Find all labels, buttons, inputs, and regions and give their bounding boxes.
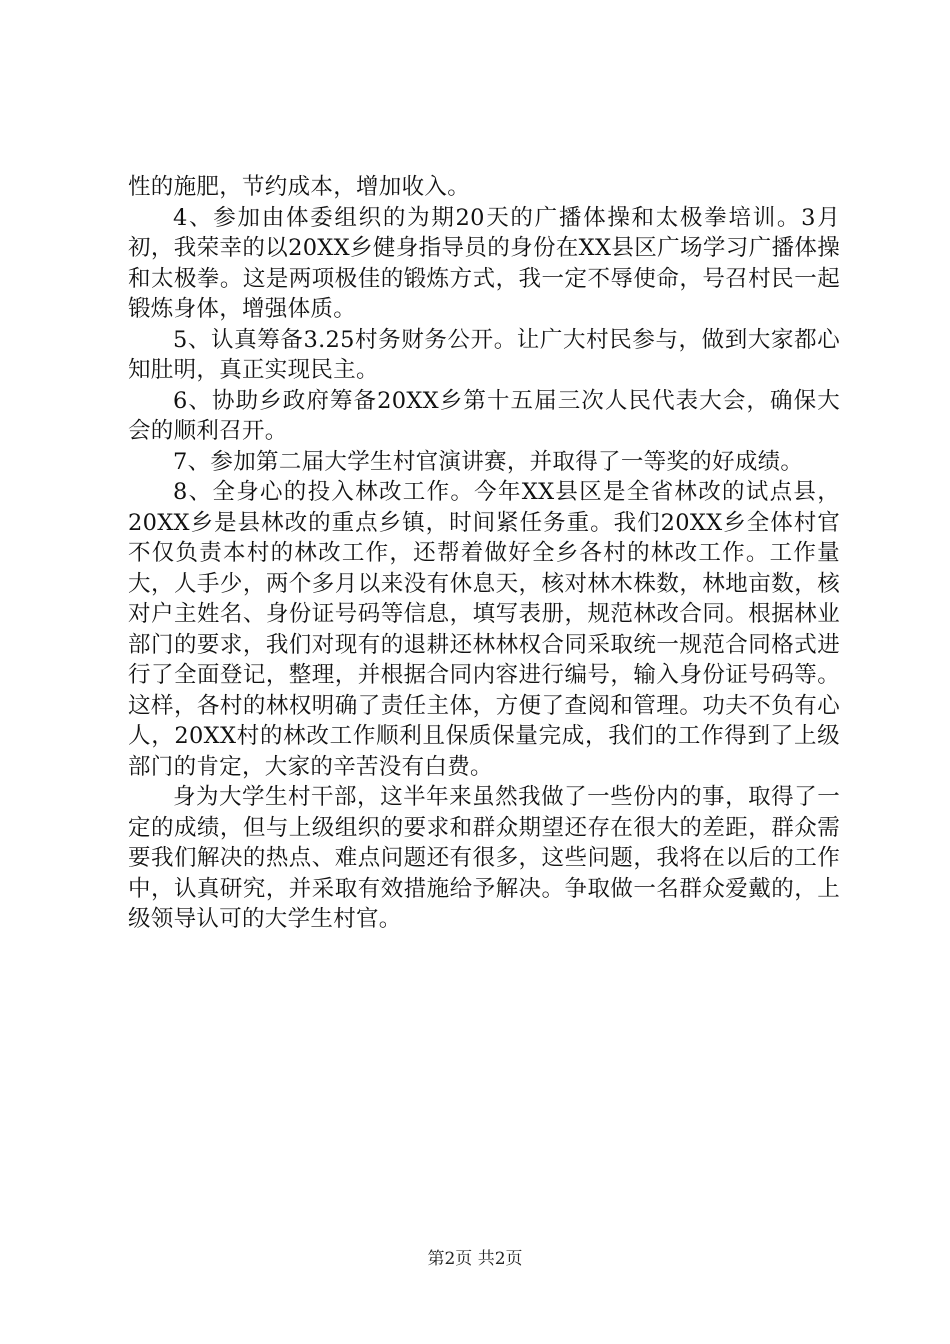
paragraph-item-4: 4、参加由体委组织的为期20天的广播体操和太极拳培训。3月初，我荣幸的以20XX乡健身指导员的身份在XX县区广场学习广播体操和太极拳。这是两项极佳的锻炼方式，我一定不辱使命，号召村民一起锻炼身体，增强体质。 — [128, 204, 840, 322]
paragraph-item-8: 8、全身心的投入林改工作。今年XX县区是全省林改的试点县，20XX乡是县林改的重点乡镇，时间紧任务重。我们20XX乡全体村官不仅负责本村的林改工作，还帮着做好全乡各村的林改工作。工作量大，人手少，两个多月以来没有休息天，核对林木株数，林地亩数，核对户主姓名、身份证号码等信息，填写表册，规范林改合同。根据林业部门的要求，我们对现有的退耕还林林权合同采取统一规范合同格式进行了全面登记，整理，并根据合同内容进行编号，输入身份证号码等。这样，各村的林权明确了责任主体，方便了查阅和管理。功夫不负有心人，20XX村的林改工作顺利且保质保量完成，我们的工作得到了上级部门的肯定，大家的辛苦没有白费。 — [128, 479, 840, 780]
page-footer: 第2页 共2页 — [427, 1249, 523, 1269]
paragraph-conclusion: 身为大学生村干部，这半年来虽然我做了一些份内的事，取得了一定的成绩，但与上级组织的要求和群众期望还存在很大的差距，群众需要我们解决的热点、难点问题还有很多，这些问题，我将在以后的工作中，认真研究，并采取有效措施给予解决。争取做一名群众爱戴的，上级领导认可的大学生村官。 — [128, 784, 840, 932]
paragraph-item-5: 5、认真筹备3.25村务财务公开。让广大村民参与，做到大家都心知肚明，真正实现民主。 — [128, 326, 840, 383]
paragraph-item-6: 6、协助乡政府筹备20XX乡第十五届三次人民代表大会，确保大会的顺利召开。 — [128, 387, 840, 444]
paragraph-continuation: 性的施肥，节约成本，增加收入。 — [128, 174, 471, 200]
document-body — [128, 172, 840, 935]
paragraph-item-7: 7、参加第二届大学生村官演讲赛，并取得了一等奖的好成绩。 — [173, 448, 804, 475]
